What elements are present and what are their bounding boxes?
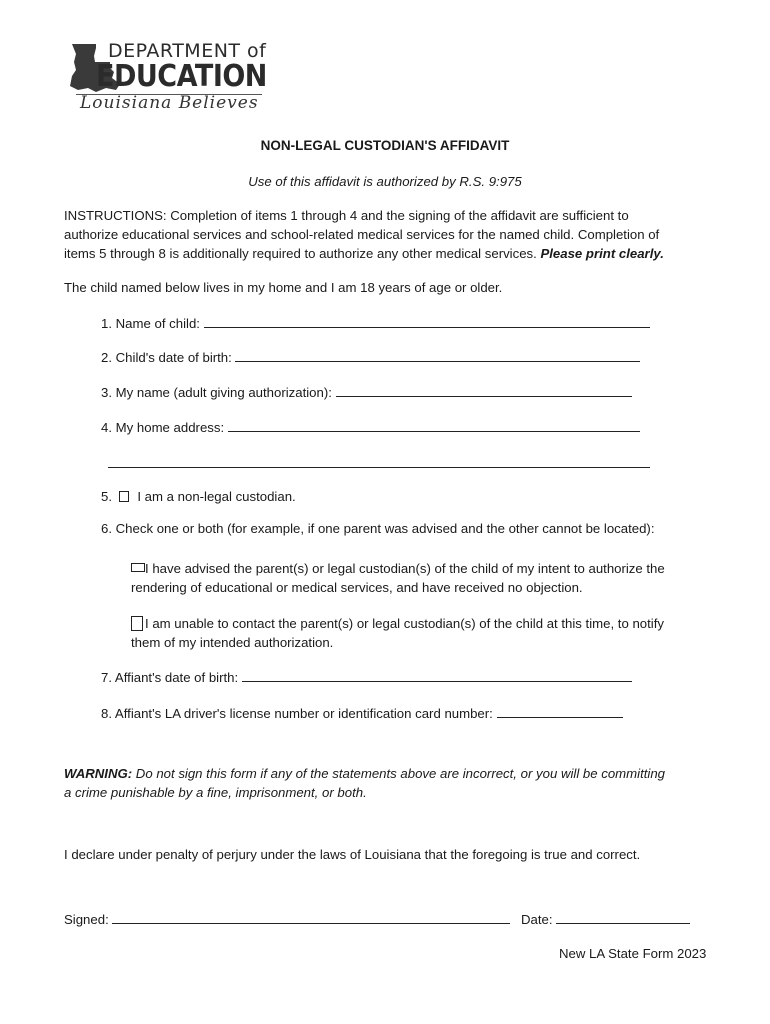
item-5-number: 5. [101,489,112,504]
affiant-license-label: 8. Affiant's LA driver's license number or identification card number: [101,706,493,721]
home-address-field-line-2[interactable] [108,454,650,468]
item-4-row [101,418,640,435]
unable-to-contact-label-line-2: them of my intended authorization. [131,635,334,650]
date-row [521,910,690,927]
advised-parents-label-line-1: I have advised the parent(s) or legal custodian(s) of the child of my intent to authorize the [145,561,665,576]
unable-to-contact-checkbox[interactable] [131,616,143,631]
home-address-field[interactable] [228,418,640,432]
affiant-dob-field[interactable] [242,668,632,682]
instructions [64,206,704,263]
home-address-label: 4. My home address: [101,420,225,435]
child-dob-field[interactable] [235,348,640,362]
signature-field[interactable] [112,910,510,924]
item-1-row [101,314,650,331]
item-3-row [101,383,632,400]
item-2-row [101,348,640,365]
advised-parents-label-line-2: rendering of educational or medical services, and have received no objection. [131,580,583,595]
my-name-field[interactable] [336,383,632,397]
item-7-row [101,668,632,685]
non-legal-custodian-checkbox[interactable] [119,491,129,502]
warning-line-1: Do not sign this form if any of the statements above are incorrect, or you will be committing [132,766,666,781]
instructions-line-2: authorize educational services and school-related medical services for the named child. Completion of [64,227,660,242]
print-clearly-note: Please print clearly. [540,246,664,261]
child-dob-label: 2. Child's date of birth: [101,350,232,365]
form-version-footer: New LA State Form 2023 [559,946,707,961]
name-of-child-field[interactable] [204,314,650,328]
logo-line-2: EDUCATION [96,59,267,94]
form-title: NON-LEGAL CUSTODIAN'S AFFIDAVIT [260,138,510,153]
signature-row [64,910,510,927]
logo-line-1: DEPARTMENT of [108,40,267,62]
option-advised-row [131,559,665,597]
non-legal-custodian-label: I am a non-legal custodian. [137,489,296,504]
unable-to-contact-label-line-1: I am unable to contact the parent(s) or legal custodian(s) of the child at this time, to notify [145,616,664,631]
warning-label: WARNING: [64,766,133,781]
item-6-instruction: 6. Check one or both (for example, if one parent was advised and the other cannot be located): [101,521,655,536]
item-5-row [101,489,296,504]
warning [64,764,704,802]
affiant-dob-label: 7. Affiant's date of birth: [101,670,239,685]
logo-tagline: Louisiana Believes [80,93,259,113]
my-name-label: 3. My name (adult giving authorization): [101,385,332,400]
perjury-declaration: I declare under penalty of perjury under the laws of Louisiana that the foregoing is true and correct. [64,847,641,862]
affiant-license-field[interactable] [497,704,623,718]
warning-line-2: a crime punishable by a fine, imprisonment, or both. [64,785,367,800]
advised-parents-checkbox[interactable] [131,563,145,572]
date-label: Date: [521,912,553,927]
signature-date-field[interactable] [556,910,690,924]
department-of-education-logo [66,40,276,120]
name-of-child-label: 1. Name of child: [101,316,200,331]
option-unable-row [131,614,664,652]
instructions-line-1: INSTRUCTIONS: Completion of items 1 through 4 and the signing of the affidavit are sufficient to [64,208,629,223]
instructions-line-3: items 5 through 8 is additionally required to authorize any other medical services. Please print clearly. [64,246,664,261]
intro-statement: The child named below lives in my home and I am 18 years of age or older. [64,280,503,295]
signed-label: Signed: [64,912,109,927]
item-8-row [101,704,623,721]
form-subtitle: Use of this affidavit is authorized by R.S. 9:975 [248,174,522,189]
